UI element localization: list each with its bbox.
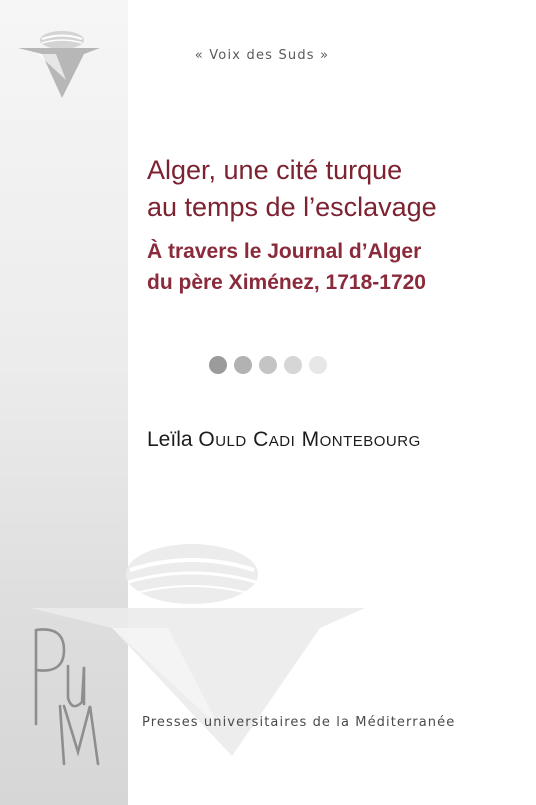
pum-logo-icon bbox=[20, 528, 380, 768]
title-line-2: au temps de l’esclavage bbox=[147, 192, 437, 222]
publisher-name: Presses universitaires de la Méditerranée bbox=[142, 715, 456, 730]
book-subtitle bbox=[147, 236, 527, 298]
author-last-name: Ould Cadi Montebourg bbox=[198, 428, 421, 451]
collection-name: « Voix des Suds » bbox=[194, 48, 330, 63]
subtitle-line-1: À travers le Journal d’Alger bbox=[147, 240, 422, 263]
decorative-dot bbox=[209, 356, 227, 374]
decorative-dot bbox=[234, 356, 252, 374]
book-title bbox=[147, 152, 527, 226]
title-line-1: Alger, une cité turque bbox=[147, 155, 403, 185]
author-first-name: Leïla bbox=[147, 428, 193, 451]
decorative-dot bbox=[259, 356, 277, 374]
author-name bbox=[147, 428, 527, 452]
subtitle-line-2: du père Ximénez, 1718-1720 bbox=[147, 271, 426, 294]
decorative-dots bbox=[209, 356, 339, 376]
decorative-dot bbox=[284, 356, 302, 374]
decorative-dot bbox=[309, 356, 327, 374]
publisher-v-logo-icon bbox=[16, 22, 112, 102]
